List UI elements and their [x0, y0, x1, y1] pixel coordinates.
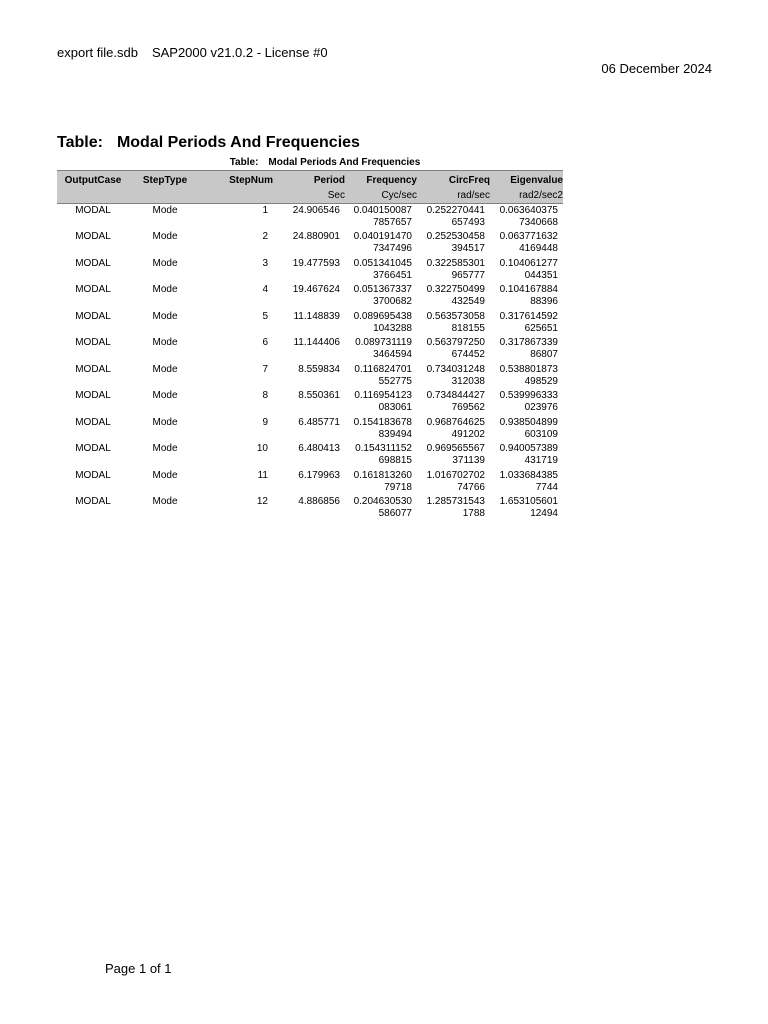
output-case-cell: MODAL [75, 257, 111, 269]
column-unit: Cyc/sec [345, 188, 417, 204]
step-type-cell: Mode [152, 257, 178, 269]
frequency-cell-line: 586077 [378, 508, 412, 519]
eigenvalue-cell-line: 1.653105601 [499, 496, 558, 507]
period-cell: 24.880901 [292, 231, 340, 242]
table-row [57, 495, 563, 522]
eigenvalue-cell-line: 0.104061277 [499, 257, 558, 269]
circ-freq-cell [417, 204, 490, 231]
output-case-cell: MODAL [75, 284, 111, 295]
frequency-cell-line: 1043288 [373, 322, 412, 334]
frequency-cell-line: 0.116954123 [354, 390, 412, 401]
eigenvalue-cell [490, 310, 563, 337]
circ-freq-cell [417, 469, 490, 496]
eigenvalue-cell-line: 431719 [524, 455, 558, 466]
circ-freq-cell [417, 257, 490, 284]
circ-freq-cell-line: 394517 [451, 243, 485, 254]
eigenvalue-cell-line: 023976 [524, 402, 558, 413]
step-type-cell: Mode [152, 231, 178, 242]
program-version: SAP2000 v21.0.2 - License #0 [151, 45, 328, 60]
circ-freq-cell-line: 0.734031248 [426, 363, 485, 375]
table-row [57, 310, 563, 337]
eigenvalue-cell-line: 88396 [530, 296, 558, 307]
frequency-cell [345, 257, 417, 284]
circ-freq-cell [417, 389, 490, 416]
circ-freq-cell-line: 0.968764625 [426, 416, 485, 428]
frequency-cell-line: 0.154311152 [355, 443, 412, 454]
output-case-cell: MODAL [75, 443, 111, 454]
frequency-cell-line: 0.204630530 [353, 496, 412, 507]
eigenvalue-cell-line: 603109 [524, 428, 558, 440]
table-row [57, 469, 563, 496]
step-type-cell: Mode [152, 363, 178, 375]
output-case-cell: MODAL [75, 205, 111, 216]
column-unit: Sec [273, 188, 345, 204]
column-header: StepType [129, 171, 201, 189]
table-row [57, 257, 563, 284]
circ-freq-cell-line: 769562 [451, 402, 485, 413]
period-cell: 6.179963 [298, 469, 340, 481]
column-header: OutputCase [57, 171, 129, 189]
step-type-cell: Mode [152, 337, 178, 348]
circ-freq-cell [417, 416, 490, 443]
frequency-cell [345, 416, 417, 443]
frequency-cell-line: 0.089731119 [355, 337, 412, 348]
eigenvalue-cell [490, 363, 563, 390]
circ-freq-cell-line: 0.734844427 [426, 390, 485, 401]
frequency-cell [345, 310, 417, 337]
frequency-cell [345, 230, 417, 257]
table-row [57, 230, 563, 257]
period-cell: 11.144406 [293, 337, 340, 348]
page-number: Page 1 of 1 [105, 961, 172, 976]
modal-table-container [57, 156, 563, 522]
column-header: Frequency [345, 171, 417, 189]
frequency-cell-line: 0.040150087 [353, 205, 412, 216]
column-unit [57, 188, 129, 204]
frequency-cell [345, 469, 417, 496]
circ-freq-cell-line: 0.322750499 [426, 284, 485, 295]
eigenvalue-cell [490, 283, 563, 310]
period-cell: 8.559834 [298, 363, 340, 375]
frequency-cell-line: 552775 [378, 375, 412, 387]
output-case-cell: MODAL [75, 469, 111, 481]
frequency-cell-line: 7857657 [373, 217, 412, 228]
table-caption-name: Modal Periods And Frequencies [268, 157, 421, 168]
circ-freq-cell-line: 657493 [451, 217, 485, 228]
step-num-cell: 10 [256, 443, 268, 454]
circ-freq-cell-line: 1.016702702 [426, 469, 485, 481]
eigenvalue-cell [490, 230, 563, 257]
frequency-cell [345, 495, 417, 522]
output-case-cell: MODAL [75, 337, 111, 348]
output-case-cell: MODAL [75, 496, 111, 507]
column-header: Period [273, 171, 345, 189]
table-row [57, 416, 563, 443]
frequency-cell-line: 0.051367337 [353, 284, 412, 295]
period-cell: 19.467624 [292, 284, 340, 295]
column-unit: rad2/sec2 [490, 188, 563, 204]
frequency-cell-line: 0.116824701 [354, 363, 412, 375]
eigenvalue-cell-line: 0.938504899 [499, 416, 558, 428]
step-num-cell: 1 [262, 205, 268, 216]
frequency-cell-line: 7347496 [373, 243, 412, 254]
frequency-cell-line: 3464594 [373, 349, 412, 360]
step-num-cell: 7 [262, 363, 268, 375]
step-num-cell: 11 [257, 469, 268, 481]
circ-freq-cell-line: 371139 [452, 455, 485, 466]
report-date: 06 December 2024 [601, 61, 712, 76]
table-caption [87, 156, 563, 170]
table-body [57, 204, 563, 522]
step-num-cell: 9 [262, 416, 268, 428]
period-cell: 6.485771 [298, 416, 340, 428]
eigenvalue-cell [490, 389, 563, 416]
eigenvalue-cell-line: 0.538801873 [499, 363, 558, 375]
step-type-cell: Mode [152, 469, 178, 481]
frequency-cell-line: 0.161813260 [353, 469, 412, 481]
circ-freq-cell-line: 0.252270441 [426, 205, 485, 216]
circ-freq-cell-line: 74766 [457, 481, 485, 493]
file-name: export file.sdb [57, 45, 138, 60]
eigenvalue-cell [490, 416, 563, 443]
page-title-name: Modal Periods And Frequencies [116, 134, 360, 151]
frequency-cell-line: 839494 [378, 428, 412, 440]
period-cell: 8.550361 [298, 390, 340, 401]
eigenvalue-cell-line: 044351 [524, 269, 558, 281]
period-cell: 19.477593 [292, 257, 340, 269]
column-unit [201, 188, 273, 204]
step-num-cell: 2 [262, 231, 268, 242]
page-title [57, 134, 360, 152]
circ-freq-cell-line: 0.563573058 [426, 310, 485, 322]
step-type-cell: Mode [152, 416, 178, 428]
circ-freq-cell-line: 491202 [451, 428, 485, 440]
frequency-cell-line: 083061 [378, 402, 412, 413]
step-num-cell: 12 [256, 496, 268, 507]
column-header: StepNum [201, 171, 273, 189]
eigenvalue-cell-line: 0.317614592 [499, 310, 558, 322]
eigenvalue-cell [490, 204, 563, 231]
step-type-cell: Mode [152, 443, 178, 454]
table-units-row [57, 188, 563, 204]
eigenvalue-cell [490, 442, 563, 469]
eigenvalue-cell [490, 257, 563, 284]
circ-freq-cell [417, 230, 490, 257]
page-title-prefix: Table: [57, 134, 103, 151]
eigenvalue-cell-line: 498529 [524, 375, 558, 387]
circ-freq-cell [417, 336, 490, 363]
column-unit: rad/sec [417, 188, 490, 204]
circ-freq-cell-line: 1788 [462, 508, 485, 519]
table-row [57, 336, 563, 363]
frequency-cell-line: 0.154183678 [353, 416, 412, 428]
output-case-cell: MODAL [75, 310, 111, 322]
circ-freq-cell [417, 283, 490, 310]
eigenvalue-cell [490, 336, 563, 363]
eigenvalue-cell-line: 0.063771632 [499, 231, 558, 242]
table-row [57, 442, 563, 469]
table-row [57, 204, 563, 231]
table-caption-prefix: Table: [229, 157, 259, 168]
step-type-cell: Mode [152, 390, 178, 401]
period-cell: 24.906546 [292, 205, 340, 216]
step-num-cell: 8 [262, 390, 268, 401]
eigenvalue-cell-line: 0.539996333 [499, 390, 558, 401]
eigenvalue-cell [490, 469, 563, 496]
circ-freq-cell-line: 0.563797250 [426, 337, 485, 348]
circ-freq-cell-line: 312038 [451, 375, 485, 387]
circ-freq-cell-line: 0.969565567 [426, 443, 485, 454]
eigenvalue-cell-line: 0.317867339 [499, 337, 558, 348]
output-case-cell: MODAL [75, 390, 111, 401]
circ-freq-cell [417, 495, 490, 522]
circ-freq-cell-line: 0.252530458 [426, 231, 485, 242]
period-cell: 11.148839 [293, 310, 340, 322]
eigenvalue-cell-line: 0.104167884 [499, 284, 558, 295]
eigenvalue-cell [490, 495, 563, 522]
frequency-cell-line: 3700682 [373, 296, 412, 307]
step-type-cell: Mode [152, 284, 178, 295]
table-row [57, 389, 563, 416]
frequency-cell [345, 389, 417, 416]
eigenvalue-cell-line: 86807 [530, 349, 558, 360]
frequency-cell-line: 698815 [378, 455, 412, 466]
step-num-cell: 6 [262, 337, 268, 348]
frequency-cell [345, 363, 417, 390]
circ-freq-cell-line: 965777 [451, 269, 485, 281]
eigenvalue-cell-line: 1.033684385 [499, 469, 558, 481]
circ-freq-cell-line: 0.322585301 [426, 257, 485, 269]
circ-freq-cell-line: 432549 [451, 296, 485, 307]
table-row [57, 283, 563, 310]
frequency-cell-line: 0.089695438 [353, 310, 412, 322]
output-case-cell: MODAL [75, 363, 111, 375]
table-row [57, 363, 563, 390]
frequency-cell-line: 0.051341045 [353, 257, 412, 269]
column-header: Eigenvalue [490, 171, 563, 189]
eigenvalue-cell-line: 625651 [524, 322, 558, 334]
column-unit [129, 188, 201, 204]
frequency-cell-line: 79718 [384, 481, 412, 493]
period-cell: 4.886856 [298, 496, 340, 507]
frequency-cell-line: 0.040191470 [353, 231, 412, 242]
eigenvalue-cell-line: 4169448 [519, 243, 558, 254]
report-header [57, 45, 328, 60]
circ-freq-cell [417, 442, 490, 469]
frequency-cell-line: 3766451 [373, 269, 412, 281]
modal-periods-table [57, 170, 563, 522]
eigenvalue-cell-line: 7340668 [519, 217, 558, 228]
eigenvalue-cell-line: 7744 [535, 481, 558, 493]
eigenvalue-cell-line: 12494 [530, 508, 558, 519]
step-num-cell: 5 [262, 310, 268, 322]
circ-freq-cell-line: 1.285731543 [426, 496, 485, 507]
frequency-cell [345, 336, 417, 363]
step-num-cell: 4 [262, 284, 268, 295]
step-type-cell: Mode [152, 310, 178, 322]
step-type-cell: Mode [152, 205, 178, 216]
column-header: CircFreq [417, 171, 490, 189]
circ-freq-cell-line: 674452 [451, 349, 485, 360]
eigenvalue-cell-line: 0.940057389 [499, 443, 558, 454]
frequency-cell [345, 204, 417, 231]
frequency-cell [345, 442, 417, 469]
table-header-row [57, 171, 563, 189]
circ-freq-cell [417, 310, 490, 337]
period-cell: 6.480413 [298, 443, 340, 454]
step-num-cell: 3 [262, 257, 268, 269]
circ-freq-cell-line: 818155 [451, 322, 485, 334]
output-case-cell: MODAL [75, 231, 111, 242]
step-type-cell: Mode [152, 496, 178, 507]
eigenvalue-cell-line: 0.063640375 [499, 205, 558, 216]
circ-freq-cell [417, 363, 490, 390]
output-case-cell: MODAL [75, 416, 111, 428]
frequency-cell [345, 283, 417, 310]
